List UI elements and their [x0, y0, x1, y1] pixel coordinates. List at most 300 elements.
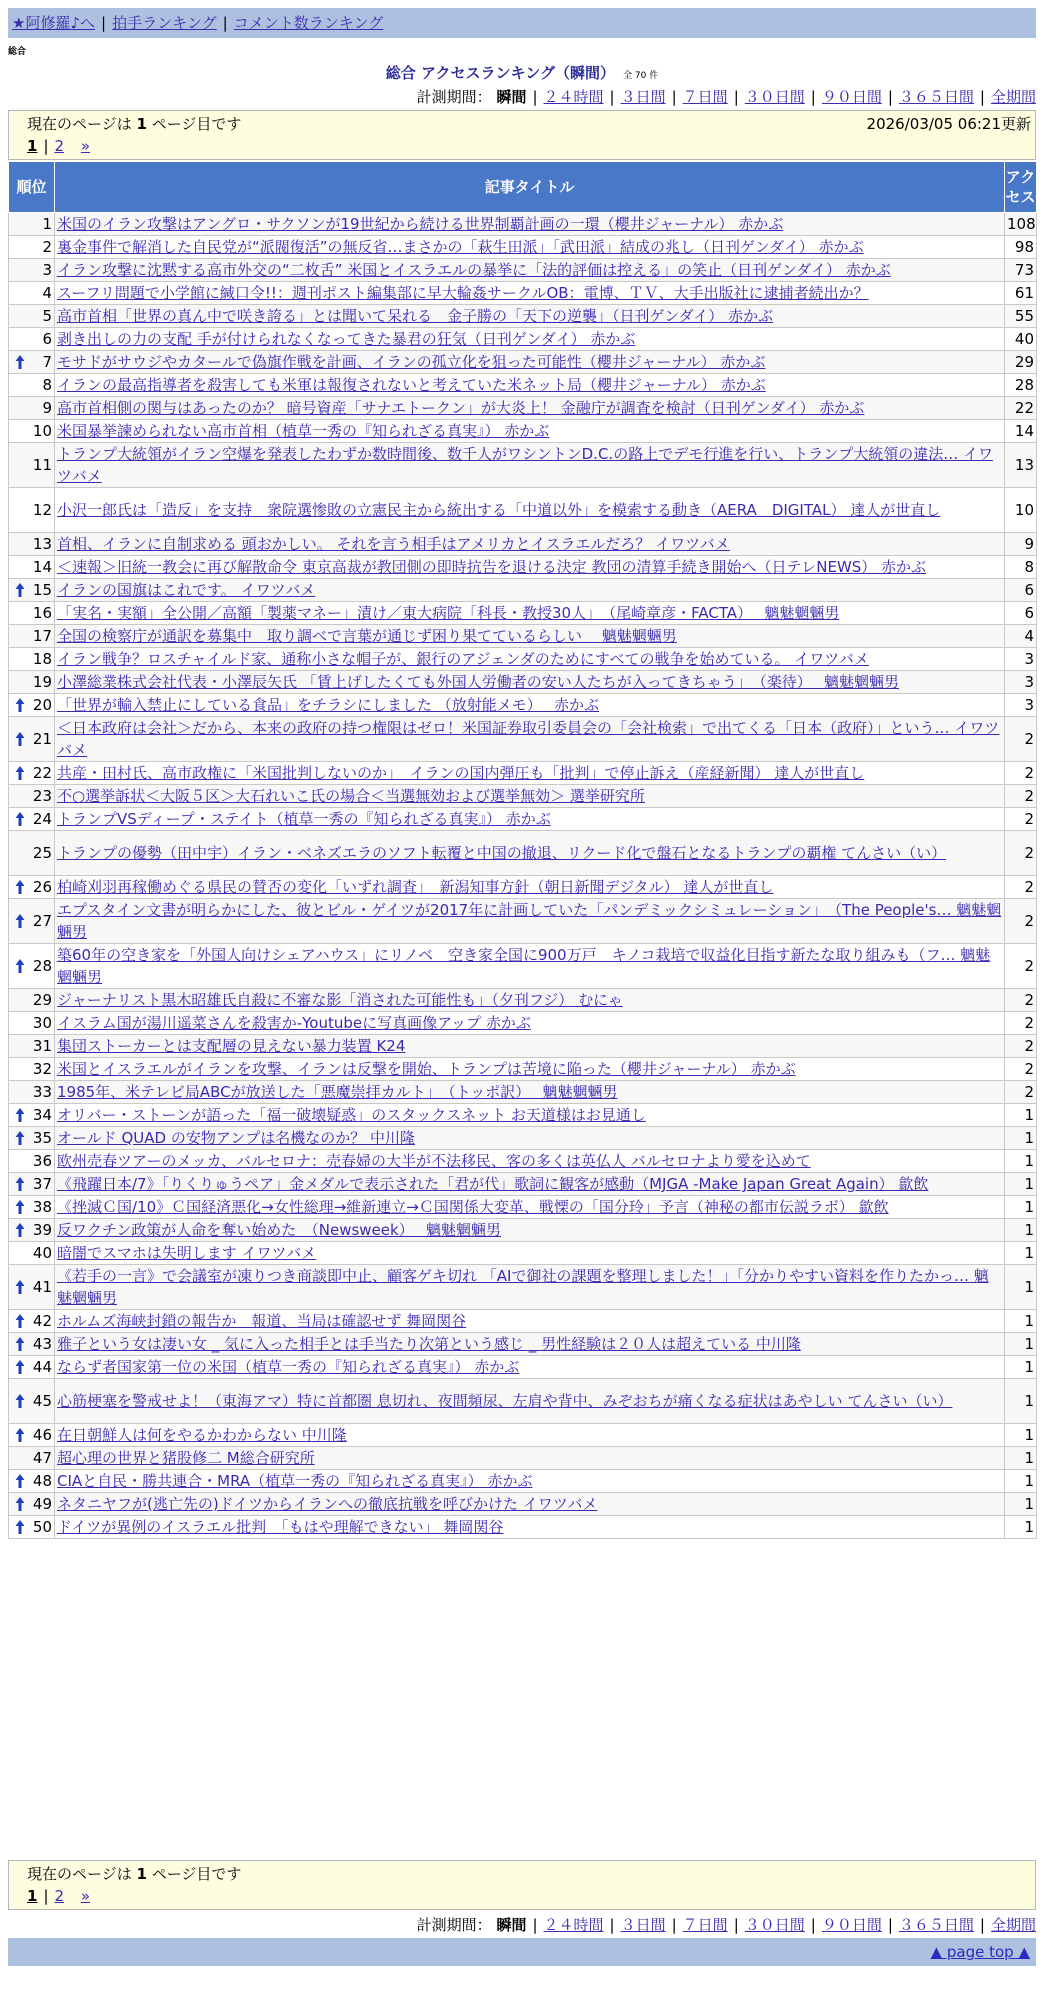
table-row	[9, 1310, 1037, 1333]
table-row	[9, 1356, 1037, 1379]
article-title-link[interactable]: 柏崎刈羽再稼働めぐる県民の賛否の変化「いずれ調査」 新潟知事方針（朝日新聞デジタル） 達人が世直し	[57, 878, 774, 896]
rank-up-arrow-icon	[15, 1496, 25, 1512]
rank-cell	[9, 785, 55, 808]
table-row	[9, 328, 1037, 351]
article-title-link[interactable]: 高市首相側の関与はあったのか？ 暗号資産「サナエトークン」が大炎上！ 金融庁が調査を検討（日刊ゲンダイ） 赤かぶ	[57, 399, 865, 417]
title-cell	[55, 1196, 1005, 1219]
rank-cell	[9, 1493, 55, 1516]
rank-number: 49	[32, 1495, 52, 1513]
table-row	[9, 443, 1037, 488]
rank-up-arrow-icon	[15, 1336, 25, 1352]
access-count: 1	[1005, 1265, 1037, 1310]
period-selector-bottom	[417, 1914, 1036, 1935]
access-count: 108	[1005, 213, 1037, 236]
table-row	[9, 556, 1037, 579]
rank-up-arrow-icon	[15, 1130, 25, 1146]
period-separator: |	[810, 88, 816, 106]
rank-up-arrow-icon	[15, 582, 25, 598]
period-separator: |	[887, 88, 893, 106]
access-count: 1	[1005, 1470, 1037, 1493]
access-count: 9	[1005, 533, 1037, 556]
table-row	[9, 1447, 1037, 1470]
article-title-link[interactable]: 集団ストーカーとは支配層の見えない暴力装置 K24	[57, 1037, 406, 1055]
table-row	[9, 1150, 1037, 1173]
period-link-90d[interactable]: ９０日間	[821, 88, 882, 106]
title-cell	[55, 831, 1005, 876]
period-link-30d[interactable]: ３０日間	[744, 1916, 805, 1934]
rank-cell	[9, 989, 55, 1012]
access-count: 40	[1005, 328, 1037, 351]
rank-number: 28	[32, 957, 52, 975]
rank-number: 20	[32, 696, 52, 714]
rank-cell	[9, 1058, 55, 1081]
table-row	[9, 259, 1037, 282]
table-row	[9, 305, 1037, 328]
rank-number: 8	[42, 376, 52, 394]
access-count: 1	[1005, 1104, 1037, 1127]
access-count: 6	[1005, 602, 1037, 625]
article-title-link[interactable]: 在日朝鮮人は何をやるかわからない 中川隆	[57, 1426, 347, 1444]
article-title-link[interactable]: イラン戦争？ロスチャイルド家、通称小さな帽子が、銀行のアジェンダのためにすべての戦争を始めている。 イワツバメ	[57, 650, 869, 668]
access-count: 1	[1005, 1127, 1037, 1150]
article-title-link[interactable]: 暗闇でスマホは失明します イワツバメ	[57, 1244, 317, 1262]
access-count: 2	[1005, 1081, 1037, 1104]
article-title-link[interactable]: CIAと自民・勝共連合・MRA（植草一秀の『知られざる真実』） 赤かぶ	[57, 1472, 533, 1490]
rank-number: 10	[32, 422, 52, 440]
access-count: 2	[1005, 876, 1037, 899]
title-cell	[55, 1219, 1005, 1242]
period-separator: |	[887, 1916, 893, 1934]
access-count: 1	[1005, 1310, 1037, 1333]
article-title-link[interactable]: ＜速報＞旧統一教会に再び解散命令 東京高裁が教団側の即時抗告を退ける決定 教団の清算手続き開始へ（日テレNEWS） 赤かぶ	[57, 558, 927, 576]
period-link-365d[interactable]: ３６５日間	[898, 88, 974, 106]
table-row	[9, 1424, 1037, 1447]
pager-bottom	[27, 1887, 90, 1905]
page-info-bottom	[8, 1860, 1036, 1910]
period-link-30d[interactable]: ３０日間	[744, 88, 805, 106]
article-title-link[interactable]: スーフリ問題で小学館に緘口令!!：週刊ポスト編集部に早大輪姦サークルOB：電博、ＴＶ、大手出版社に逮捕者続出か？	[57, 284, 869, 302]
total-count: 全 70 件	[623, 71, 659, 81]
article-title-link[interactable]: 米国のイラン攻撃はアングロ・サクソンが19世紀から続ける世界制覇計画の一環（櫻井ジャーナル） 赤かぶ	[57, 215, 784, 233]
rank-cell	[9, 1310, 55, 1333]
article-title-link[interactable]: 首相、イランに自制求める 頭おかしい。 それを言う相手はアメリカとイスラエルだろ？ イワツバメ	[57, 535, 730, 553]
access-count: 3	[1005, 648, 1037, 671]
header-title: 記事タイトル	[55, 162, 1005, 213]
page-info-text	[27, 113, 241, 134]
article-title-link[interactable]: オリバー・ストーンが語った「福一破壊疑惑」のスタックスネット お天道様はお見通し	[57, 1106, 646, 1124]
pager-separator: |	[43, 137, 49, 155]
title-cell	[55, 1058, 1005, 1081]
period-separator: |	[810, 1916, 816, 1934]
period-separator: |	[671, 1916, 677, 1934]
period-link-365d[interactable]: ３６５日間	[898, 1916, 974, 1934]
rank-cell	[9, 1035, 55, 1058]
article-title-link[interactable]: 心筋梗塞を警戒せよ！（東海アマ）特に首都圏 息切れ、夜間頻尿、左肩や背中、みぞおちが痛くなる症状はあやしい てんさい（い）	[57, 1392, 953, 1410]
access-count: 2	[1005, 899, 1037, 944]
access-count: 2	[1005, 1035, 1037, 1058]
page-info-top	[8, 110, 1036, 160]
rank-cell	[9, 717, 55, 762]
period-link-24h[interactable]: ２４時間	[543, 88, 604, 106]
period-separator: |	[609, 1916, 615, 1934]
period-link-24h[interactable]: ２４時間	[543, 1916, 604, 1934]
rank-cell	[9, 213, 55, 236]
rank-number: 30	[32, 1014, 52, 1032]
access-count: 2	[1005, 1012, 1037, 1035]
article-title-link[interactable]: 裏金事件で解消した自民党が“派閥復活”の無反省…まさかの「萩生田派」「武田派」結成の兆し（日刊ゲンダイ） 赤かぶ	[57, 238, 864, 256]
rank-up-arrow-icon	[15, 879, 25, 895]
ranking-table	[8, 161, 1037, 1539]
title-cell	[55, 899, 1005, 944]
rank-up-arrow-icon	[15, 1107, 25, 1123]
access-count: 1	[1005, 1516, 1037, 1539]
rank-number: 18	[32, 650, 52, 668]
title-cell	[55, 1424, 1005, 1447]
table-row	[9, 671, 1037, 694]
title-cell	[55, 1516, 1005, 1539]
period-separator: |	[733, 88, 739, 106]
table-row	[9, 1242, 1037, 1265]
article-title-link[interactable]: エプスタイン文書が明らかにした、彼とビル・ゲイツが2017年に計画していた「パンデミックシミュレーション」 （The People's… 魑魅魍魎男	[57, 901, 1002, 941]
table-header-row	[9, 162, 1037, 213]
article-title-link[interactable]: トランプの優勢（田中宇）イラン・ベネズエラのソフト転覆と中国の撤退、リクード化で盤石となるトランプの覇権 てんさい（い）	[57, 844, 947, 862]
table-row	[9, 625, 1037, 648]
rank-up-arrow-icon	[15, 354, 25, 370]
table-row	[9, 1265, 1037, 1310]
nav-link-asyura-home[interactable]: ★阿修羅♪へ	[12, 14, 96, 32]
article-title-link[interactable]: ネタニヤフが(逃亡先の)ドイツからイランへの徹底抗戦を呼びかけた イワツバメ	[57, 1495, 598, 1513]
rank-number: 14	[32, 558, 52, 576]
rank-number: 22	[32, 764, 52, 782]
table-row	[9, 1127, 1037, 1150]
article-title-link[interactable]: 《飛躍日本/7》「りくりゅうペア」金メダルで表示された「君が代」歌詞に観客が感動（MJGA -Make Japan Great Again） 歙飲	[57, 1175, 929, 1193]
nav-link-applause-ranking[interactable]: 拍手ランキング	[112, 14, 217, 32]
article-title-link[interactable]: トランプ大統領がイラン空爆を発表したわずか数時間後、数千人がワシントンD.C.の路上でデモ行進を行い、トランプ大統領の違法… イワツバメ	[57, 445, 993, 485]
pager-gap	[70, 137, 75, 155]
article-title-link[interactable]: 築60年の空き家を「外国人向けシェアハウス」にリノベ 空き家全国に900万戸 キノコ栽培で収益化目指す新たな取り組みも（フ… 魑魅魍魎男	[57, 946, 991, 986]
rank-up-arrow-icon	[15, 811, 25, 827]
article-title-link[interactable]: ならず者国家第一位の米国（植草一秀の『知られざる真実』） 赤かぶ	[57, 1358, 520, 1376]
article-title-link[interactable]: イランの最高指導者を殺害しても米軍は報復されないと考えていた米ネット局（櫻井ジャーナル） 赤かぶ	[57, 376, 766, 394]
title-cell	[55, 420, 1005, 443]
title-cell	[55, 305, 1005, 328]
title-cell	[55, 1081, 1005, 1104]
access-count: 29	[1005, 351, 1037, 374]
period-link-all[interactable]: 全期間	[990, 1916, 1036, 1934]
rank-number: 3	[42, 261, 52, 279]
rank-cell	[9, 236, 55, 259]
period-current: 瞬間	[496, 88, 527, 106]
table-row	[9, 1173, 1037, 1196]
table-row	[9, 694, 1037, 717]
rank-number: 6	[42, 330, 52, 348]
rank-number: 17	[32, 627, 52, 645]
title-cell	[55, 876, 1005, 899]
rank-number: 12	[32, 501, 52, 519]
rank-number: 7	[42, 353, 52, 371]
page-info-prefix: 現在のページは	[27, 115, 132, 133]
table-row	[9, 989, 1037, 1012]
rank-up-arrow-icon	[15, 913, 25, 929]
rank-number: 23	[32, 787, 52, 805]
pager-top	[27, 137, 90, 155]
rank-up-arrow-icon	[15, 1427, 25, 1443]
title-cell	[55, 1035, 1005, 1058]
rank-number: 31	[32, 1037, 52, 1055]
access-count: 1	[1005, 1447, 1037, 1470]
table-row	[9, 899, 1037, 944]
article-title-link[interactable]: 1985年、米テレビ局ABCが放送した「悪魔崇拝カルト」 （トッポ訳） 魑魅魍魎男	[57, 1083, 618, 1101]
access-count: 2	[1005, 989, 1037, 1012]
period-separator: |	[609, 88, 615, 106]
table-row	[9, 1333, 1037, 1356]
rank-cell	[9, 1104, 55, 1127]
rank-cell	[9, 944, 55, 989]
table-row	[9, 351, 1037, 374]
title-cell	[55, 717, 1005, 762]
title-cell	[55, 579, 1005, 602]
title-cell	[55, 328, 1005, 351]
period-label: 計測期間：	[416, 1916, 492, 1934]
title-cell	[55, 282, 1005, 305]
title-cell	[55, 556, 1005, 579]
table-row	[9, 1516, 1037, 1539]
table-row	[9, 762, 1037, 785]
article-title-link[interactable]: 《若手の一言》で会議室が凍りつき商談即中止、顧客ゲキ切れ 「AIで御社の課題を整理しました！」「分かりやすい資料を作りたかっ… 魑魅魍魎男	[57, 1267, 989, 1307]
rank-number: 21	[32, 730, 52, 748]
access-count: 73	[1005, 259, 1037, 282]
rank-cell	[9, 1265, 55, 1310]
rank-cell	[9, 1012, 55, 1035]
rank-cell	[9, 579, 55, 602]
rank-number: 40	[32, 1244, 52, 1262]
period-selector-top	[417, 86, 1036, 107]
page-top-link[interactable]: ▲ page top ▲	[930, 1943, 1030, 1961]
access-count: 3	[1005, 671, 1037, 694]
article-title-link[interactable]: 小沢一郎氏は「造反」を支持 衆院選惨敗の立憲民主から統出する「中道以外」を模索する動き（AERA DIGITAL） 達人が世直し	[57, 501, 941, 519]
article-title-link[interactable]: 不○選挙訴状＜大阪５区＞大石れいこ氏の場合＜当選無効および選挙無効＞ 選挙研究所	[57, 787, 645, 805]
rank-cell	[9, 1219, 55, 1242]
rank-number: 44	[32, 1358, 52, 1376]
title-cell	[55, 1493, 1005, 1516]
article-title-link[interactable]: ＜日本政府は会社＞だから、本来の政府の持つ権限はゼロ！米国証券取引委員会の「会社検索」で出てくる「日本（政府）」という… イワツバメ	[57, 719, 1000, 759]
rank-cell	[9, 1379, 55, 1424]
rank-cell	[9, 1196, 55, 1219]
table-row	[9, 785, 1037, 808]
article-title-link[interactable]: 米国暴挙諫められない高市首相（植草一秀の『知られざる真実』） 赤かぶ	[57, 422, 550, 440]
table-row	[9, 1012, 1037, 1035]
access-count: 1	[1005, 1356, 1037, 1379]
rank-up-arrow-icon	[15, 1393, 25, 1409]
rank-cell	[9, 1173, 55, 1196]
nav-link-comment-ranking[interactable]: コメント数ランキング	[233, 14, 384, 32]
page-info-suffix: ページ目です	[151, 1865, 242, 1883]
access-count: 55	[1005, 305, 1037, 328]
rank-cell	[9, 671, 55, 694]
article-title-link[interactable]: 米国とイスラエルがイランを攻撃、イランは反撃を開始、トランプは苦境に陥った（櫻井ジャーナル） 赤かぶ	[57, 1060, 796, 1078]
title-cell	[55, 762, 1005, 785]
rank-cell	[9, 625, 55, 648]
article-title-link[interactable]: 「世界が輸入禁止にしている食品」をチラシにしました （放射能メモ） 赤かぶ	[57, 696, 600, 714]
rank-number: 9	[42, 399, 52, 417]
access-count: 28	[1005, 374, 1037, 397]
period-link-7d[interactable]: ７日間	[682, 88, 728, 106]
article-title-link[interactable]: イスラム国が湯川遥菜さんを殺害か-Youtubeに写真画像アップ 赤かぶ	[57, 1014, 531, 1032]
access-count: 1	[1005, 1196, 1037, 1219]
rank-up-arrow-icon	[15, 1313, 25, 1329]
access-count: 10	[1005, 488, 1037, 533]
access-count: 2	[1005, 1058, 1037, 1081]
table-row	[9, 876, 1037, 899]
ranking-table-body	[9, 213, 1037, 1539]
rank-up-arrow-icon	[15, 731, 25, 747]
table-row	[9, 1470, 1037, 1493]
rank-cell	[9, 1081, 55, 1104]
article-title-link[interactable]: 小澤総業株式会社代表・小澤辰矢氏 「賃上げしたくても外国人労働者の安い人たちが入ってきちゃう」 （楽待） 魑魅魍魎男	[57, 673, 900, 691]
rank-cell	[9, 876, 55, 899]
rank-number: 19	[32, 673, 52, 691]
table-row	[9, 808, 1037, 831]
access-count: 1	[1005, 1219, 1037, 1242]
rank-number: 27	[32, 912, 52, 930]
access-count: 4	[1005, 625, 1037, 648]
period-separator: |	[733, 1916, 739, 1934]
title-cell	[55, 625, 1005, 648]
period-separator: |	[532, 1916, 538, 1934]
table-row	[9, 944, 1037, 989]
rank-cell	[9, 1447, 55, 1470]
pager-link-page-2[interactable]: 2	[54, 137, 65, 155]
article-title-link[interactable]: 全国の検察庁が通訳を募集中 取り調べで言葉が通じず困り果てているらしい 魑魅魍魎男	[57, 627, 677, 645]
rank-number: 26	[32, 878, 52, 896]
rank-number: 36	[32, 1152, 52, 1170]
access-count: 98	[1005, 236, 1037, 259]
table-row	[9, 1104, 1037, 1127]
pager-current: 1	[27, 1887, 38, 1905]
title-cell	[55, 1150, 1005, 1173]
title-cell	[55, 671, 1005, 694]
article-title-link[interactable]: 反ワクチン政策が人命を奪い始めた （Newsweek） 魑魅魍魎男	[57, 1221, 501, 1239]
access-count: 1	[1005, 1242, 1037, 1265]
rank-cell	[9, 420, 55, 443]
rank-cell	[9, 1242, 55, 1265]
article-title-link[interactable]: 剥き出しの力の支配 手が付けられなくなってきた暴君の狂気（日刊ゲンダイ） 赤かぶ	[57, 330, 636, 348]
rank-cell	[9, 397, 55, 420]
article-title-link[interactable]: 超心理の世界と猪股修二 M総合研究所	[57, 1449, 315, 1467]
article-title-link[interactable]: 高市首相「世界の真ん中で咲き誇る」とは聞いて呆れる 金子勝の「天下の逆襲」（日刊ゲンダイ） 赤かぶ	[57, 307, 774, 325]
access-count: 2	[1005, 831, 1037, 876]
rank-cell	[9, 1424, 55, 1447]
title-cell	[55, 944, 1005, 989]
period-link-3d[interactable]: ３日間	[620, 1916, 666, 1934]
pager-separator: |	[43, 1887, 49, 1905]
article-title-link[interactable]: ドイツが異例のイスラエル批判 「もはや理解できない」 舞岡関谷	[57, 1518, 504, 1536]
article-title-link[interactable]: 《挫滅Ｃ国/10》Ｃ国経済悪化→女性総理→維新連立→Ｃ国関係大変革、戦慄の「国分玲」予言（神秘の都市伝説ラボ） 歙飲	[57, 1198, 889, 1216]
rank-number: 38	[32, 1198, 52, 1216]
rank-number: 46	[32, 1426, 52, 1444]
access-count: 1	[1005, 1493, 1037, 1516]
breadcrumb: 総合	[8, 47, 27, 57]
article-title-link[interactable]: 「実名・実額」全公開／高額「製薬マネー」漬け／東大病院「科長・教授30人」 （尾崎章彦・FACTA） 魑魅魍魎男	[57, 604, 840, 622]
article-title-link[interactable]: モサドがサウジやカタールで偽旗作戦を計画、イランの孤立化を狙った可能性（櫻井ジャーナル） 赤かぶ	[57, 353, 766, 371]
table-row	[9, 213, 1037, 236]
period-link-7d[interactable]: ７日間	[682, 1916, 728, 1934]
title-cell	[55, 374, 1005, 397]
nav-separator: |	[222, 14, 228, 32]
title-cell	[55, 1104, 1005, 1127]
title-cell	[55, 259, 1005, 282]
access-count: 2	[1005, 944, 1037, 989]
access-count: 14	[1005, 420, 1037, 443]
period-link-3d[interactable]: ３日間	[620, 88, 666, 106]
rank-cell	[9, 305, 55, 328]
article-title-link[interactable]: ホルムズ海峡封鎖の報告か 報道、当局は確認せず 舞岡関谷	[57, 1312, 467, 1330]
rank-cell	[9, 282, 55, 305]
rank-cell	[9, 602, 55, 625]
access-count: 1	[1005, 1424, 1037, 1447]
pager-gap	[70, 1887, 75, 1905]
article-title-link[interactable]: トランプVSディープ・ステイト（植草一秀の『知られざる真実』） 赤かぶ	[57, 810, 551, 828]
title-cell	[55, 989, 1005, 1012]
rank-up-arrow-icon	[15, 1279, 25, 1295]
access-count: 3	[1005, 694, 1037, 717]
article-title-link[interactable]: イランの国旗はこれです。 イワツバメ	[57, 581, 316, 599]
rank-cell	[9, 899, 55, 944]
article-title-link[interactable]: 欧州売春ツアーのメッカ、バルセロナ：売春婦の大半が不法移民、客の多くは英仏人 バルセロナより愛を込めて	[57, 1152, 811, 1170]
table-row	[9, 488, 1037, 533]
nav-separator: |	[101, 14, 107, 32]
rank-up-arrow-icon	[15, 1519, 25, 1535]
rank-cell	[9, 533, 55, 556]
table-row	[9, 579, 1037, 602]
table-row	[9, 602, 1037, 625]
rank-number: 41	[32, 1278, 52, 1296]
article-title-link[interactable]: オールド QUAD の安物アンプは名機なのか？ 中川隆	[57, 1129, 416, 1147]
pager-next[interactable]: »	[80, 137, 91, 155]
article-title-link[interactable]: 共産・田村氏、高市政権に「米国批判しないのか」 イランの国内弾圧も「批判」で停止訴え（産経新聞） 達人が世直し	[57, 764, 865, 782]
period-link-90d[interactable]: ９０日間	[821, 1916, 882, 1934]
access-count: 1	[1005, 1173, 1037, 1196]
access-count: 13	[1005, 443, 1037, 488]
title-cell	[55, 397, 1005, 420]
rank-number: 33	[32, 1083, 52, 1101]
table-row	[9, 1196, 1037, 1219]
rank-cell	[9, 831, 55, 876]
article-title-link[interactable]: イラン攻撃に沈黙する高市外交の“二枚舌” 米国とイスラエルの暴挙に「法的評価は控える」の笑止（日刊ゲンダイ） 赤かぶ	[57, 261, 891, 279]
rank-cell	[9, 1333, 55, 1356]
rank-up-arrow-icon	[15, 697, 25, 713]
title-cell	[55, 1356, 1005, 1379]
access-count: 6	[1005, 579, 1037, 602]
article-title-link[interactable]: ジャーナリスト黒木昭雄氏自殺に不審な影「消された可能性も」（夕刊フジ） むにゃ	[57, 991, 623, 1009]
table-row	[9, 1035, 1037, 1058]
period-link-all[interactable]: 全期間	[990, 88, 1036, 106]
pager-next[interactable]: »	[80, 1887, 91, 1905]
rank-up-arrow-icon	[15, 1222, 25, 1238]
pager-link-page-2[interactable]: 2	[54, 1887, 65, 1905]
rank-number: 47	[32, 1449, 52, 1467]
page-info-number: 1	[136, 115, 147, 133]
rank-cell	[9, 1356, 55, 1379]
rank-number: 35	[32, 1129, 52, 1147]
article-title-link[interactable]: 雅子という女は凄い女 _ 気に入った相手とは手当たり次第という感じ _ 男性経験は２０人は超えている 中川隆	[57, 1335, 801, 1353]
page-title	[0, 62, 1044, 83]
rank-number: 43	[32, 1335, 52, 1353]
rank-number: 1	[42, 215, 52, 233]
rank-up-arrow-icon	[15, 765, 25, 781]
rank-number: 42	[32, 1312, 52, 1330]
page-info-number: 1	[136, 1865, 147, 1883]
